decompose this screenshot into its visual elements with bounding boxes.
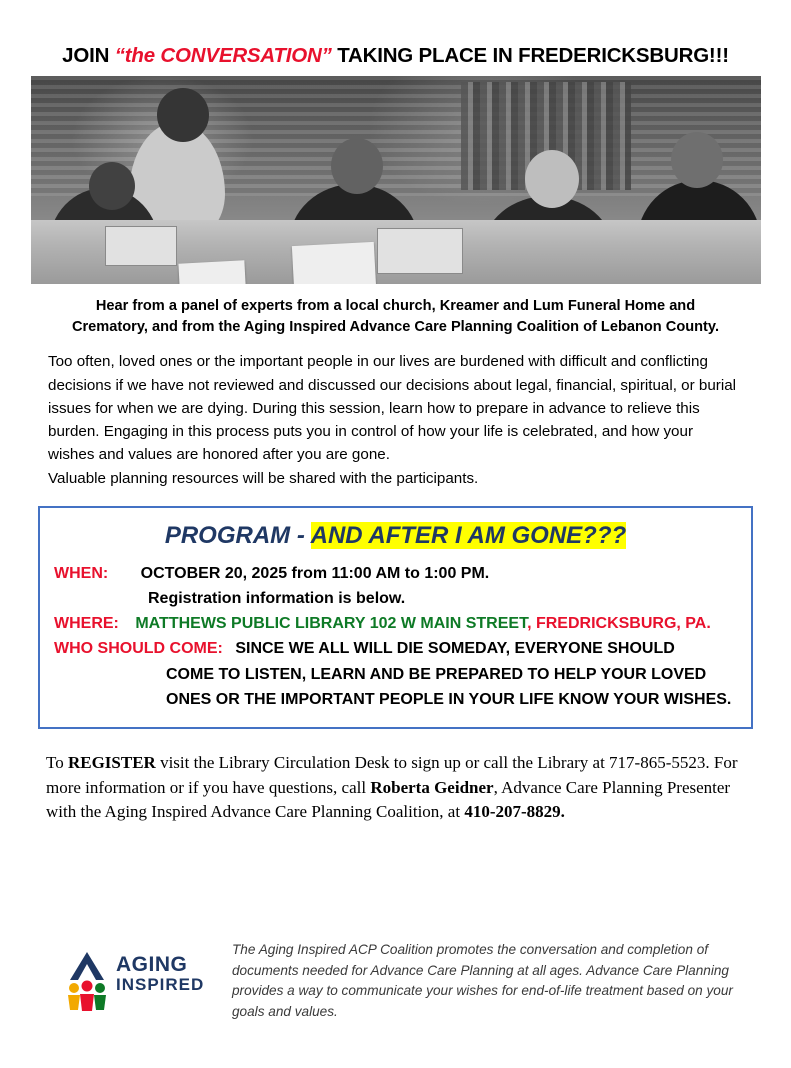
register-text-2: visit the Library Circulation Desk to sign up or call the Library at 717-865-5523. For more information or if you have questions, call xyxy=(46,752,738,797)
footer-description: The Aging Inspired ACP Coalition promotes the conversation and completion of documents needed for Advance Care Planning at all ages. Advance Care Planning provides a way to communicate your wishes for end-of-life treatment based on your goals and values. xyxy=(232,942,733,1019)
where-label: WHERE: xyxy=(54,615,119,633)
meeting-photo xyxy=(31,76,761,284)
register-paragraph xyxy=(46,751,745,825)
when-row xyxy=(54,562,737,585)
presenter-name: Roberta Geidner xyxy=(370,777,494,797)
program-title-highlight: AND AFTER I AM GONE??? xyxy=(310,521,627,549)
footer xyxy=(24,940,767,1022)
logo-subname: INSPIRED xyxy=(116,975,205,995)
where-row xyxy=(54,612,737,635)
body-paragraph-text: Too often, loved ones or the important people in our lives are burdened with difficult and conflicting decisions if we have not reviewed and discussed our decisions about legal, financial, spiritual, or burial issues for when we are dying. During this session, learn how to prepare in advance to relieve this burden. Engaging in this process puts you in control of how your life is celebrated, and how your wishes and values are honored after you are gone. xyxy=(48,353,737,464)
person-head xyxy=(525,150,579,208)
who-label: WHO SHOULD COME: xyxy=(54,640,223,658)
who-value-1: SINCE WE ALL WILL DIE SOMEDAY, EVERYONE SHOULD xyxy=(235,640,675,658)
aging-inspired-logo xyxy=(64,946,214,1016)
person-head xyxy=(331,138,383,194)
where-value-venue: MATTHEWS PUBLIC LIBRARY 102 W MAIN STREET xyxy=(135,615,528,633)
register-text-3: , Advance Care Planning Presenter with the Aging Inspired Advance Care Planning Coalition, at xyxy=(46,777,731,822)
who-row-2 xyxy=(54,663,737,686)
who-value-2: COME TO LISTEN, LEARN AND BE PREPARED TO HELP YOUR LOVED xyxy=(166,665,707,683)
logo-wordmark xyxy=(116,954,204,994)
paper-document xyxy=(291,242,375,284)
headline-part-2: “the CONVERSATION” xyxy=(114,44,332,67)
page-title xyxy=(24,44,767,68)
logo-mark-icon xyxy=(64,950,110,1012)
paper-document xyxy=(178,260,245,284)
who-row-3 xyxy=(54,688,737,711)
body-paragraph-text-2: Valuable planning resources will be shared with the participants. xyxy=(48,469,479,487)
program-title xyxy=(54,522,737,550)
program-title-plain: PROGRAM - xyxy=(164,521,311,549)
panel-description: Hear from a panel of experts from a local church, Kreamer and Lum Funeral Home and Crematory, and from the Aging Inspired Advance Care Planning Coalition of Lebanon County. xyxy=(71,298,720,336)
laptop xyxy=(105,226,177,266)
flyer-page xyxy=(0,44,791,1068)
person-head xyxy=(671,132,723,188)
register-text-1: To xyxy=(46,752,68,772)
body-paragraph xyxy=(48,350,743,490)
photo-background xyxy=(31,76,761,284)
when-label: WHEN: xyxy=(54,564,109,582)
where-value-city: , FREDRICKSBURG, PA. xyxy=(527,615,711,633)
program-box xyxy=(38,506,753,729)
logo-name: AGING xyxy=(116,953,188,977)
headline-part-1: JOIN xyxy=(62,44,115,67)
when-value-2: Registration information is below. xyxy=(148,590,406,607)
headline-part-3: TAKING PLACE IN FREDERICKSBURG!!! xyxy=(331,44,729,67)
person-head xyxy=(89,162,135,210)
presenter-phone: 410-207-8829. xyxy=(464,802,565,822)
when-value: OCTOBER 20, 2025 from 11:00 AM to 1:00 PM. xyxy=(140,564,490,582)
person-head xyxy=(157,88,209,142)
register-keyword: REGISTER xyxy=(67,752,156,772)
who-value-3: ONES OR THE IMPORTANT PEOPLE IN YOUR LIFE KNOW YOUR WISHES. xyxy=(166,690,732,708)
when-row-2 xyxy=(54,587,737,610)
who-row xyxy=(54,637,737,660)
laptop xyxy=(377,228,463,274)
